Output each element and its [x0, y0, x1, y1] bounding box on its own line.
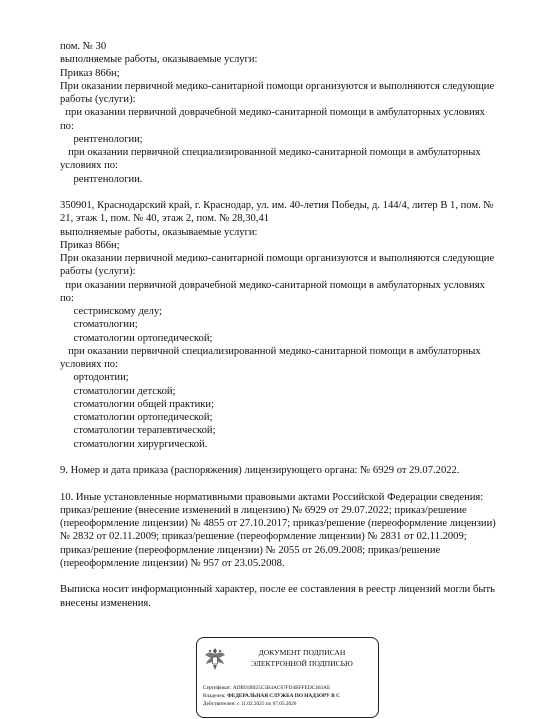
document-line: условиях по:	[60, 160, 118, 172]
document-line: стоматологии хирургической.	[73, 438, 208, 450]
document-line: приказ/решение (переоформление лицензии) № 2055 от 26.09.2008; приказ/решение	[60, 544, 441, 556]
stamp-owner-value: ФЕДЕРАЛЬНАЯ СЛУЖБА ПО НАДЗОРУ В С	[227, 693, 340, 699]
document-line: При оказании первичной медико-санитарной помощи организуются и выполняются следующие	[60, 80, 495, 92]
document-line: Приказ 866н;	[60, 67, 120, 79]
document-line: 10. Иные установленные нормативными правовыми актами Российской Федерации сведения:	[60, 491, 484, 503]
document-line: при оказании первичной специализированной медико-санитарной помощи в амбулаторных	[68, 147, 481, 158]
document-line: работы (услуги):	[60, 94, 136, 105]
stamp-owner	[203, 693, 340, 699]
document-line: Выписка носит информационный характер, после ее составления в реестр лицензий могли быть	[60, 584, 495, 596]
document-line: № 2832 от 02.11.2009; приказ/решение (переоформление лицензии) № 2831 от 02.11.2009;	[60, 531, 467, 543]
document-line: стоматологии детской;	[73, 385, 176, 397]
stamp-title-line-1: ДОКУМЕНТ ПОДПИСАН	[258, 648, 346, 657]
document-line: стоматологии ортопедической;	[73, 412, 213, 423]
document-line: ортодонтии;	[73, 372, 129, 384]
document-line: рентгенологии.	[73, 173, 143, 185]
document-line: стоматологии терапевтической;	[73, 425, 216, 437]
document-line: внесены изменения.	[60, 597, 151, 609]
coat-of-arms-icon	[203, 646, 227, 672]
document-line: (переоформление лицензии) № 957 от 23.05.2008.	[60, 557, 285, 569]
document-line: при оказании первичной специализированной медико-санитарной помощи в амбулаторных	[68, 345, 481, 357]
document-line: по:	[60, 292, 74, 304]
document-line: выполняемые работы, оказываемые услуги:	[60, 226, 258, 238]
document-line: при оказании первичной доврачебной медико-санитарной помощи в амбулаторных условиях	[65, 107, 485, 119]
stamp-owner-label: Владелец:	[203, 693, 226, 699]
document-line: приказ/решение (внесение изменений в лицензию) № 6929 от 29.07.2022; приказ/решение	[60, 504, 467, 516]
document-line: сестринскому делу;	[73, 306, 162, 317]
document-line: работы (услуги):	[60, 266, 136, 278]
document-line: (переоформление лицензии) № 4855 от 27.10.2017; приказ/решение (переоформление лицензии)	[60, 518, 496, 529]
document-line: выполняемые работы, оказываемые услуги:	[60, 54, 258, 66]
electronic-signature-stamp	[196, 637, 379, 718]
document-line: при оказании первичной доврачебной медико-санитарной помощи в амбулаторных условиях	[65, 279, 485, 291]
document-line: стоматологии;	[73, 319, 138, 331]
stamp-title-line-2: ЭЛЕКТРОННОЙ ПОДПИСЬЮ	[251, 659, 353, 668]
document-line: стоматологии ортопедической;	[73, 332, 213, 344]
stamp-certificate: Сертификат: ADB91B925C5B4AC67FD4BFFEDC463AE	[203, 685, 331, 691]
document-line: стоматологии общей практики;	[73, 398, 215, 410]
document-line: рентгенологии;	[73, 133, 143, 145]
stamp-validity: Действителен: с 11.02.2025 по 07.05.2026	[203, 701, 297, 707]
document-line: условиях по:	[60, 359, 118, 370]
document-line: пом. № 30	[60, 41, 107, 52]
document-line: 9. Номер и дата приказа (распоряжения) лицензирующего органа: № 6929 от 29.07.2022.	[60, 465, 460, 476]
document-line: по:	[60, 120, 74, 132]
document-line: При оказании первичной медико-санитарной помощи организуются и выполняются следующие	[60, 253, 495, 264]
document-line: 21, этаж 1, пом. № 40, этаж 2, пом. № 28,30,41	[60, 213, 270, 225]
document-line: 350901, Краснодарский край, г. Краснодар, ул. им. 40-летия Победы, д. 144/4, литер В 1, пом. №	[60, 200, 494, 211]
document-line: Приказ 866н;	[60, 239, 120, 251]
